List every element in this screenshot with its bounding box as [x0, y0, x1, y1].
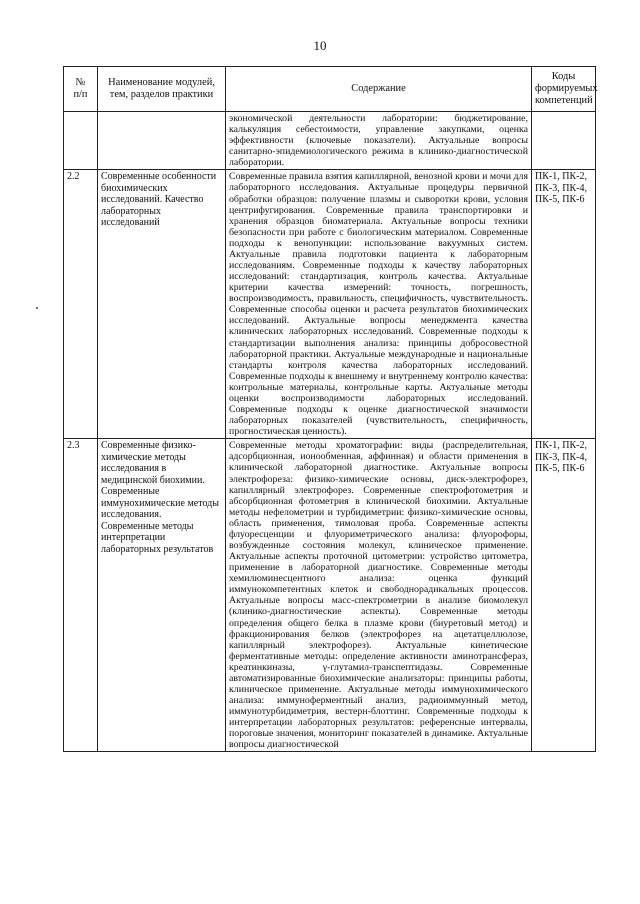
table-row [64, 170, 596, 439]
header-name: Наименование модулей, тем, разделов практики [98, 67, 226, 112]
content-cell-continuation: экономической деятельности лаборатории: бюджетирование, калькуляция себестоимости, управление закупками, оценка эффективности (ключевые показатели). Актуальные вопросы санитарно-эпидемиологического режима в клинико-диагностической лаборатории. [226, 112, 532, 170]
practice-content-table [63, 66, 596, 752]
row-codes: ПК-1, ПК-2, ПК-3, ПК-4, ПК-5, ПК-6 [532, 170, 596, 439]
row-number: 2.3 [64, 439, 98, 752]
row-content: Современные правила взятия капиллярной, венозной крови и мочи для лабораторного исследования. Актуальные процедуры первичной обработки образцов: получение плазмы и сыворотки крови, условия центрифугирования. Современные правила транспортировки и хранения образцов биоматериала. Актуальные вопросы техники безопасности при работе с биологическим материалом. Современные подходы к венопункции: использование вакуумных систем. Актуальные правила подготовки пациента к лабораторным исследованиям. Современные подходы к качеству лабораторных исследований: стандартизация, контроль качества. Актуальные критерии качества измерений: точность, погрешность, воспроизводимость, правильность, специфичность, чувствительность. Современные способы оценки и расчета результатов биохимических исследований. Актуальные вопросы менеджмента качества клинических лабораторных исследований. Современные подходы к стандартизации выполнения анализа: принципы добросовестной лабораторной практики. Актуальные международные и национальные стандарты контроля качества лабораторных исследований. Современные подходы к внешнему и внутреннему контролю качества: контрольные материалы, контрольные карты. Актуальные методы оценки воспроизводимости лабораторных исследований. Современные подходы к оценке диагностической значимости лабораторных показателей (чувствительность, специфичность, прогностическая ценность). [226, 170, 532, 439]
scan-speck [36, 307, 38, 309]
table-header-row [64, 67, 596, 112]
row-codes: ПК-1, ПК-2, ПК-3, ПК-4, ПК-5, ПК-6 [532, 439, 596, 752]
header-content: Содержание [226, 67, 532, 112]
page-number: 10 [313, 38, 327, 53]
table-row [64, 439, 596, 752]
row-name: Современные особенности биохимических исследований. Качество лабораторных исследований [98, 170, 226, 439]
row-number: 2.2 [64, 170, 98, 439]
table-row-continuation [64, 112, 596, 170]
row-content: Современные методы хроматографии: виды (распределительная, адсорбционная, ионообменная, аффинная) и области применения в клинической лабораторной диагностике. Актуальные вопросы электрофореза: физико-химические основы, диск-электрофорез, капиллярный электрофорез. Современные спектрофотометрия и абсорбционная фотометрия в клинической биохимии. Актуальные методы нефелометрии и турбидиметрии: физико-химические основы, область применения, тимоловая проба. Современные аспекты флуоресценции и флуориметрического анализа: флуорофоры, возбужденные состояния молекул, клиническое применение. Актуальные аспекты проточной цитометрии: устройство цитометра, применение в лабораторной диагностике. Современные методы хемилюминесцентного анализа: оценка функций иммунокомпетентных клеток и свободнорадикальных процессов. Актуальные вопросы масс-спектрометрии в анализе биомолекул (клинико-диагностические аспекты). Современные методы определения общего белка в плазме крови (биуретовый метод) и фракционирования белков (электрофорез на ацетатцеллюлозе, капиллярный электрофорез). Актуальные кинетические ферментативные методы: определение активности аминотрансфераз, креатинкиназы, γ-глутамил-транспептидазы. Современные автоматизированные биохимические анализаторы: принципы работы, клиническое применение. Актуальные методы иммунохимического анализа: иммуноферментный анализ, радиоиммунный метод, иммунотурбидиметрия, вестерн-блоттинг. Современные подходы к интерпретации лабораторных результатов: референсные интервалы, пороговые значения, мониторинг показателей в динамике. Актуальные вопросы диагностической [226, 439, 532, 752]
header-codes: Коды формируемых компетенций [532, 67, 596, 112]
header-num: № п/п [64, 67, 98, 112]
row-name: Современные физико-химические методы исследования в медицинской биохимии. Современные иммунохимические методы исследования. Современные методы интерпретации лабораторных результатов [98, 439, 226, 752]
